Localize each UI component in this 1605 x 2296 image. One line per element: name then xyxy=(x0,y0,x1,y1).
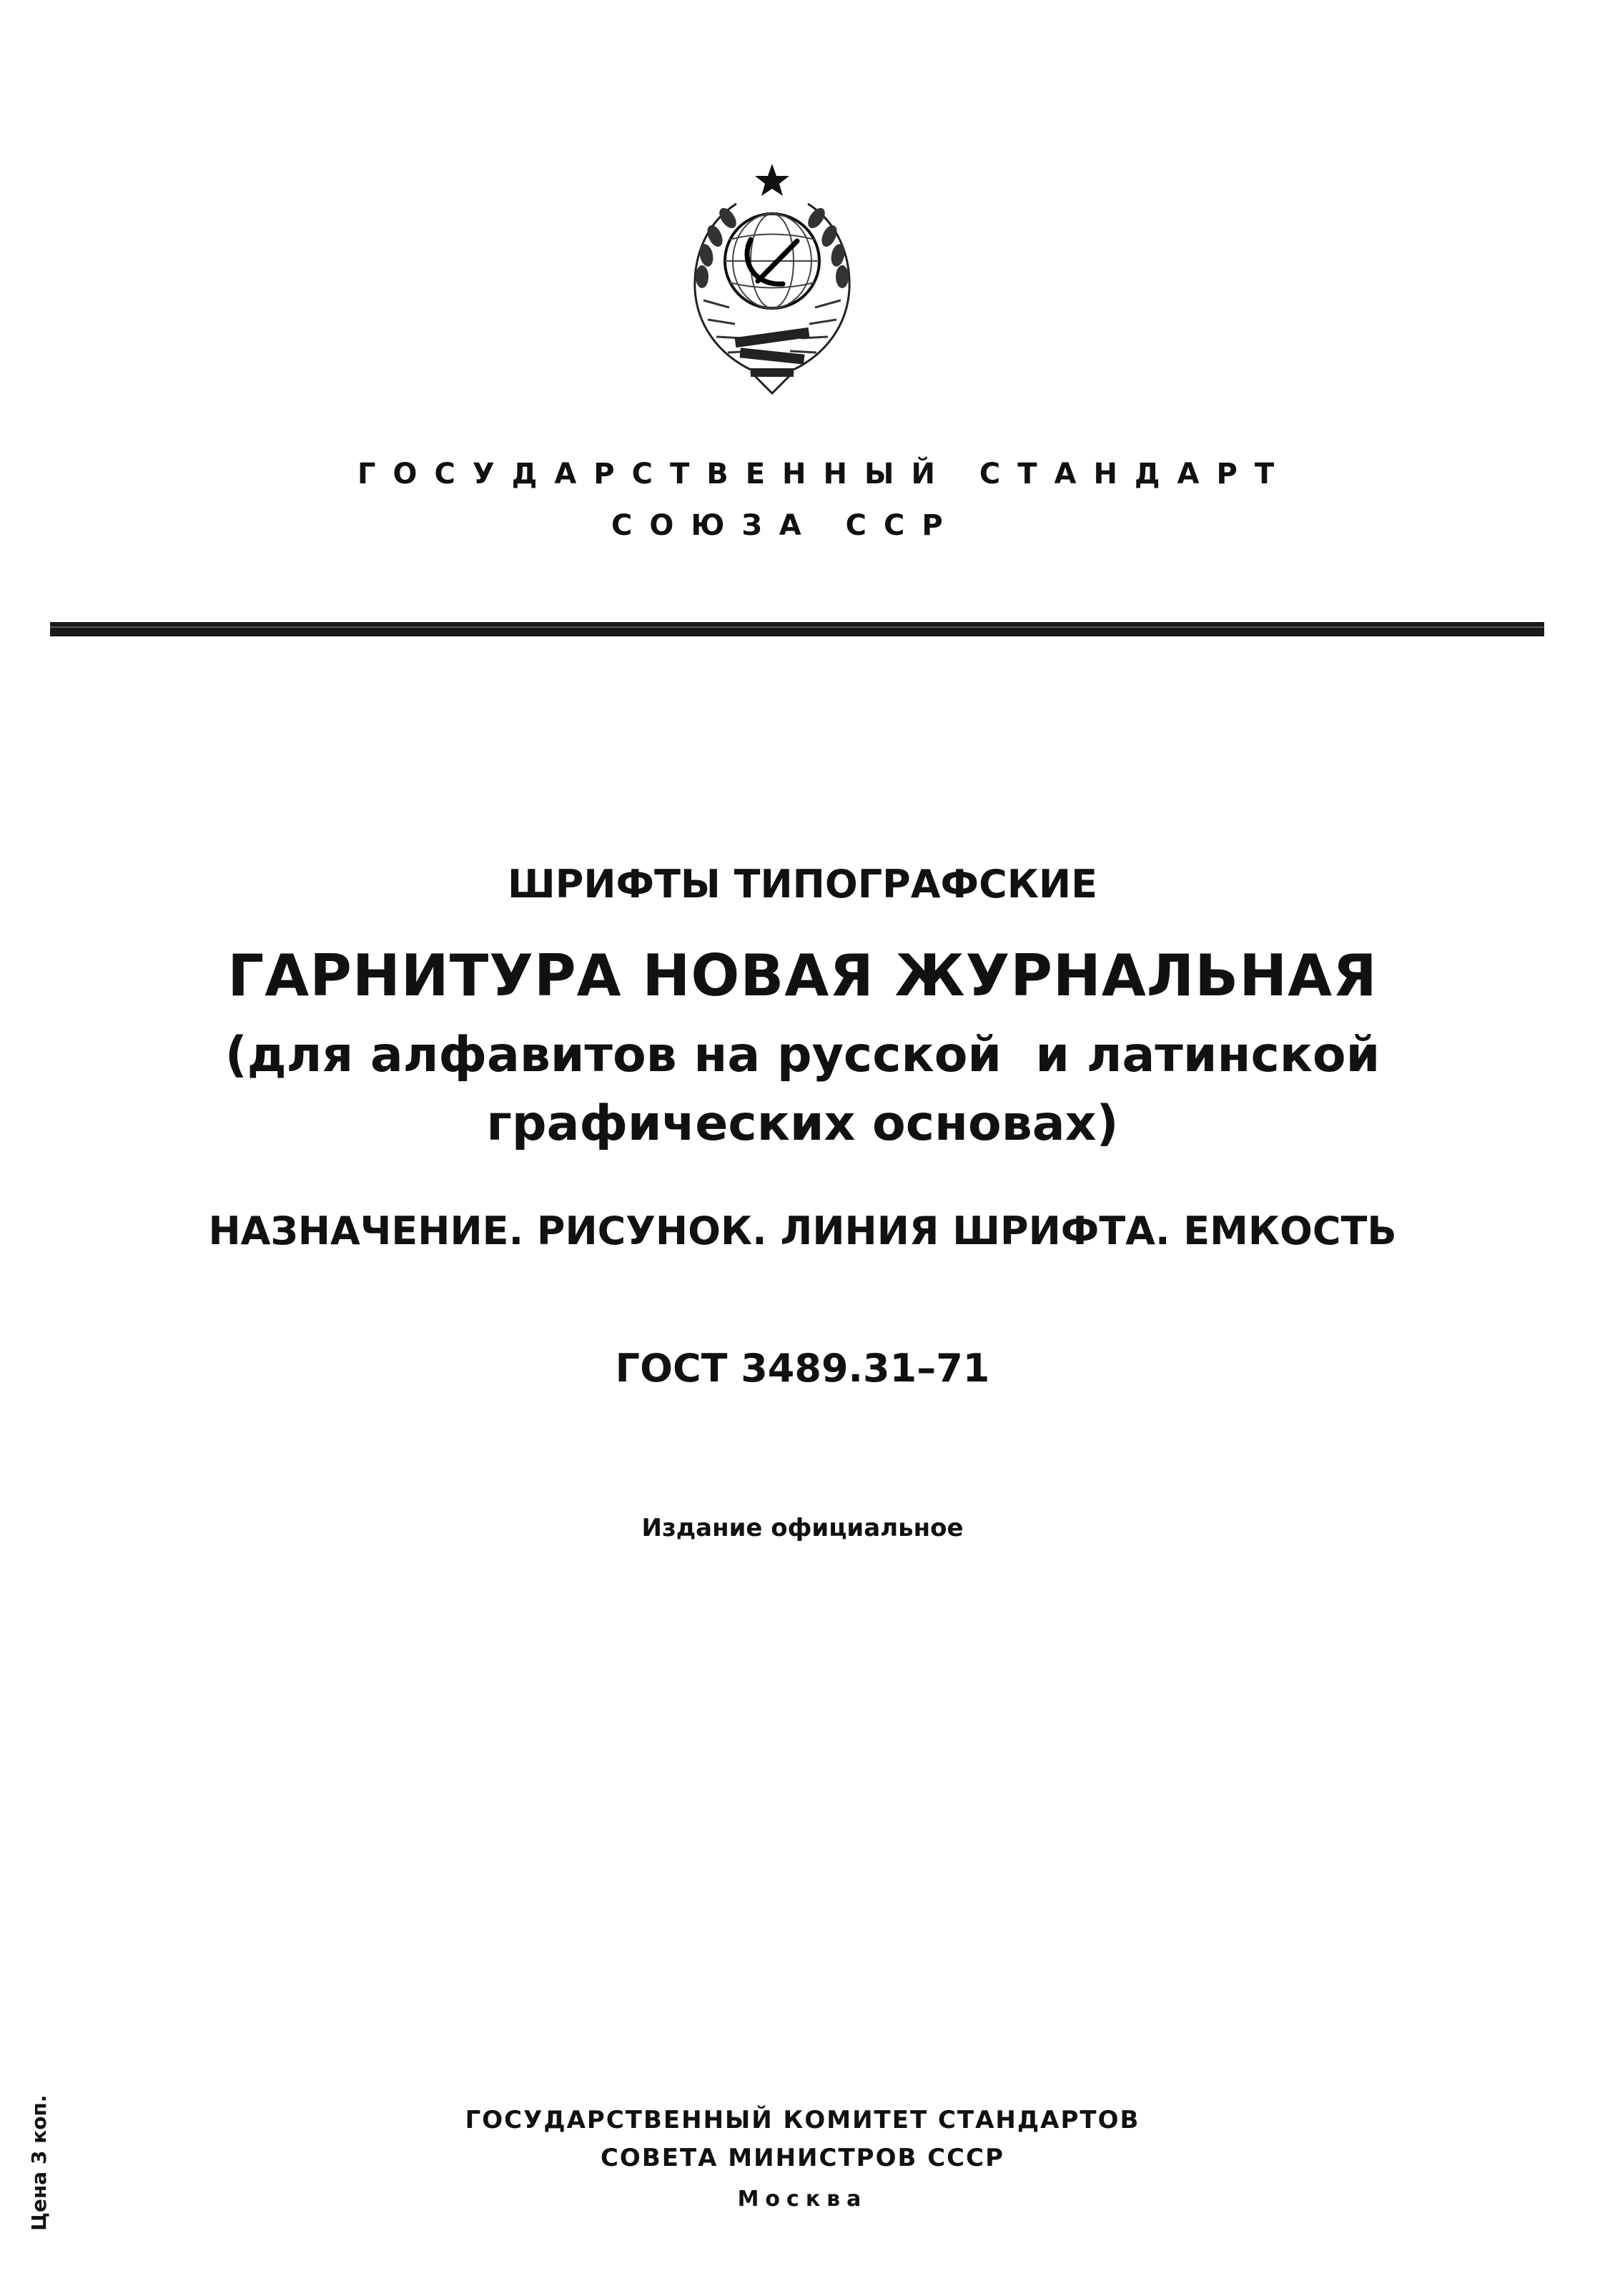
title-line-1: ШРИФТЫ ТИПОГРАФСКИЕ xyxy=(508,862,1097,907)
divider-rule-highlight xyxy=(50,626,1544,628)
title-line-5: НАЗНАЧЕНИЕ. РИСУНОК. ЛИНИЯ ШРИФТА. ЕМКОСТЬ xyxy=(208,1208,1397,1253)
header-line-1: ГОСУДАРСТВЕННЫЙ СТАНДАРТ xyxy=(357,458,1292,491)
price-label: Цена 3 коп. xyxy=(27,2094,51,2231)
title-line-3: (для алфавитов на русской и латинской xyxy=(224,1027,1381,1083)
standard-number: ГОСТ 3489.31–71 xyxy=(615,1346,990,1391)
divider-rule xyxy=(50,622,1544,636)
edition-label: Издание официальное xyxy=(641,1514,964,1542)
title-line-4: графических основах) xyxy=(486,1095,1119,1152)
footer-line-2: СОВЕТА МИНИСТРОВ СССР xyxy=(600,2144,1005,2172)
footer-city: Москва xyxy=(737,2187,868,2212)
header-line-2: СОЮЗА ССР xyxy=(611,509,960,542)
title-line-2: ГАРНИТУРА НОВАЯ ЖУРНАЛЬНАЯ xyxy=(227,942,1378,1009)
footer-line-1: ГОСУДАРСТВЕННЫЙ КОМИТЕТ СТАНДАРТОВ xyxy=(465,2106,1140,2134)
coat-of-arms-icon xyxy=(651,154,894,404)
